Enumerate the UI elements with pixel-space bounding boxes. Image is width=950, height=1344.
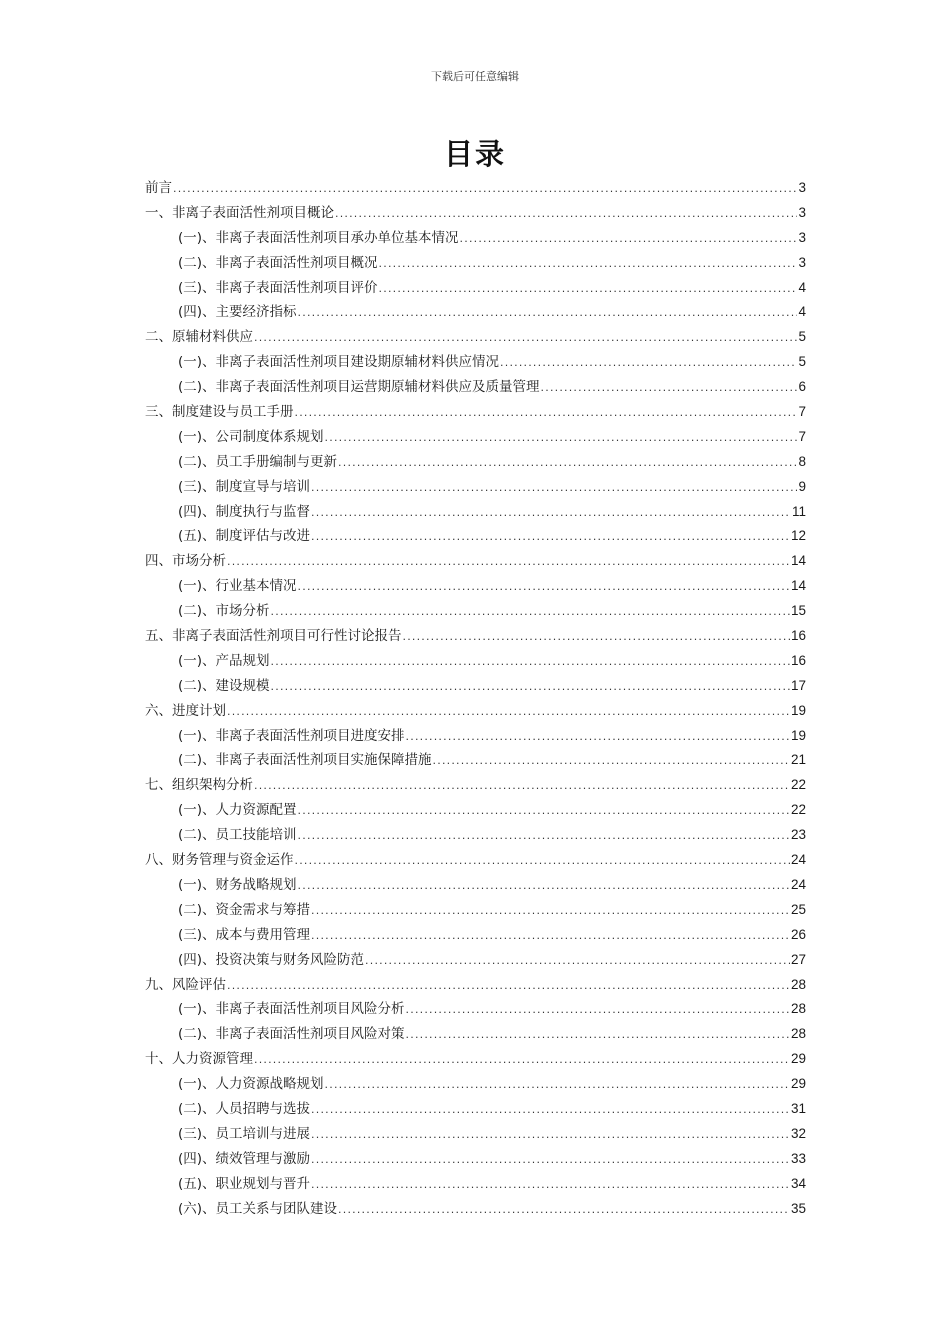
toc-entry-title: (一)、非离子表面活性剂项目承办单位基本情况 — [178, 229, 459, 246]
toc-entry-title: (一)、行业基本情况 — [178, 578, 297, 595]
toc-entry-title: (二)、资金需求与筹措 — [178, 901, 311, 918]
dot-leader — [298, 799, 790, 824]
toc-entry-title: (一)、人力资源战略规划 — [178, 1076, 324, 1093]
toc-entry[interactable] — [145, 798, 806, 823]
toc-entry-page: 27 — [790, 951, 806, 967]
toc-entry[interactable] — [145, 923, 806, 948]
toc-entry-page: 25 — [790, 901, 806, 917]
dot-leader — [271, 650, 790, 675]
dot-leader — [298, 874, 790, 899]
toc-entry-page: 21 — [790, 752, 806, 768]
toc-entry-title: (二)、非离子表面活性剂项目实施保障措施 — [178, 752, 432, 769]
toc-entry[interactable] — [145, 276, 806, 301]
toc-entry[interactable] — [145, 574, 806, 599]
toc-entry-page: 29 — [790, 1076, 806, 1092]
toc-entry-page: 12 — [790, 528, 806, 544]
toc-entry[interactable] — [145, 524, 806, 549]
toc-entry-title: (二)、员工技能培训 — [178, 827, 297, 844]
toc-entry[interactable] — [145, 599, 806, 624]
toc-entry-page: 33 — [790, 1150, 806, 1166]
toc-entry-page: 19 — [790, 727, 806, 743]
header-note: 下载后可任意编辑 — [431, 70, 519, 83]
dot-leader — [254, 326, 797, 351]
toc-entry-page: 3 — [798, 254, 806, 270]
toc-entry-title: (三)、非离子表面活性剂项目评价 — [178, 279, 378, 296]
toc-entry-title: (二)、非离子表面活性剂项目运营期原辅材料供应及质量管理 — [178, 379, 540, 396]
toc-entry-page: 34 — [790, 1175, 806, 1191]
toc-entry-title: (二)、非离子表面活性剂项目概况 — [178, 254, 378, 271]
toc-entry[interactable] — [145, 873, 806, 898]
toc-entry-page: 5 — [798, 329, 806, 345]
toc-entry-page: 4 — [798, 304, 806, 320]
toc-entry-title: 一、非离子表面活性剂项目概论 — [145, 204, 334, 221]
toc-entry[interactable] — [145, 1147, 806, 1172]
toc-entry-title: (一)、非离子表面活性剂项目风险分析 — [178, 1001, 405, 1018]
toc-entry[interactable] — [145, 649, 806, 674]
dot-leader — [541, 376, 798, 401]
toc-entry-page: 22 — [790, 802, 806, 818]
dot-leader — [403, 625, 790, 650]
toc-entry[interactable] — [145, 1047, 806, 1072]
dot-leader — [254, 774, 790, 799]
toc-entry[interactable] — [145, 425, 806, 450]
toc-entry[interactable] — [145, 997, 806, 1022]
dot-leader — [173, 177, 797, 202]
toc-entry-page: 22 — [790, 777, 806, 793]
toc-entry[interactable] — [145, 201, 806, 226]
toc-entry[interactable] — [145, 948, 806, 973]
dot-leader — [271, 600, 790, 625]
toc-entry-page: 4 — [798, 279, 806, 295]
dot-leader — [406, 998, 790, 1023]
toc-entry-page: 28 — [790, 976, 806, 992]
toc-entry-title: 五、非离子表面活性剂项目可行性讨论报告 — [145, 628, 402, 645]
toc-entry[interactable] — [145, 475, 806, 500]
toc-entry-page: 28 — [790, 1001, 806, 1017]
toc-entry[interactable] — [145, 773, 806, 798]
toc-entry-title: (一)、非离子表面活性剂项目进度安排 — [178, 727, 405, 744]
dot-leader — [227, 974, 790, 999]
toc-entry-title: (二)、非离子表面活性剂项目风险对策 — [178, 1026, 405, 1043]
dot-leader — [335, 202, 797, 227]
toc-entry-title: (二)、人员招聘与选拔 — [178, 1100, 311, 1117]
toc-entry-title: (二)、建设规模 — [178, 677, 270, 694]
toc-entry[interactable] — [145, 1022, 806, 1047]
dot-leader — [500, 351, 797, 376]
toc-entry-title: 前言 — [145, 180, 172, 196]
dot-leader — [254, 1048, 790, 1073]
toc-entry[interactable] — [145, 724, 806, 749]
dot-leader — [325, 1073, 790, 1098]
toc-entry-title: (四)、主要经济指标 — [178, 304, 297, 321]
toc-entry-page: 16 — [790, 628, 806, 644]
toc-entry-page: 7 — [798, 404, 806, 420]
toc-entry-title: (四)、绩效管理与激励 — [178, 1150, 311, 1167]
toc-entry-page: 15 — [790, 603, 806, 619]
toc-entry-page: 11 — [791, 503, 806, 519]
toc-entry-title: (三)、员工培训与进展 — [178, 1125, 311, 1142]
dot-leader — [295, 401, 798, 426]
dot-leader — [295, 849, 790, 874]
toc-entry-page: 23 — [790, 827, 806, 843]
toc-entry-page: 19 — [790, 702, 806, 718]
dot-leader — [311, 1123, 790, 1148]
toc-entry[interactable] — [145, 624, 806, 649]
toc-entry-page: 8 — [798, 453, 806, 469]
dot-leader — [298, 824, 790, 849]
toc-entry[interactable] — [145, 226, 806, 251]
toc-entry-title: 八、财务管理与资金运作 — [145, 852, 294, 869]
toc-entry[interactable] — [145, 176, 806, 201]
toc-entry[interactable] — [145, 1072, 806, 1097]
toc-entry-title: (二)、员工手册编制与更新 — [178, 453, 338, 470]
toc-entry-title: 二、原辅材料供应 — [145, 329, 253, 346]
toc-entry[interactable] — [145, 1097, 806, 1122]
toc-entry-page: 28 — [790, 1026, 806, 1042]
toc-entry[interactable] — [145, 251, 806, 276]
dot-leader — [311, 525, 790, 550]
dot-leader — [433, 749, 790, 774]
toc-entry-title: (五)、职业规划与晋升 — [178, 1175, 311, 1192]
toc-entry[interactable] — [145, 848, 806, 873]
toc-entry-title: (四)、制度执行与监督 — [178, 503, 311, 520]
toc-entry-page: 5 — [798, 354, 806, 370]
page-title: 目录 — [443, 137, 506, 171]
toc-entry-page: 24 — [790, 852, 806, 868]
toc-entry-title: (一)、人力资源配置 — [178, 802, 297, 819]
toc-entry-page: 3 — [798, 229, 806, 245]
dot-leader — [460, 227, 798, 252]
dot-leader — [298, 301, 798, 326]
dot-leader — [298, 575, 790, 600]
dot-leader — [311, 501, 791, 526]
toc-entry-title: (五)、制度评估与改进 — [178, 528, 311, 545]
toc-entry-title: (六)、员工关系与团队建设 — [178, 1200, 338, 1217]
toc-entry-page: 31 — [790, 1100, 806, 1116]
dot-leader — [227, 550, 790, 575]
toc-entry-title: (三)、制度宣导与培训 — [178, 478, 311, 495]
toc-entry-title: (一)、产品规划 — [178, 652, 270, 669]
toc-entry-title: 十、人力资源管理 — [145, 1051, 253, 1068]
dot-leader — [227, 700, 790, 725]
toc-entry[interactable] — [145, 400, 806, 425]
dot-leader — [406, 1023, 790, 1048]
toc-entry[interactable] — [145, 549, 806, 574]
dot-leader — [379, 277, 798, 302]
toc-entry-title: (四)、投资决策与财务风险防范 — [178, 951, 365, 968]
dot-leader — [406, 725, 790, 750]
dot-leader — [271, 675, 790, 700]
dot-leader — [311, 899, 790, 924]
toc-entry-title: (一)、公司制度体系规划 — [178, 428, 324, 445]
toc-entry[interactable] — [145, 748, 806, 773]
toc-entry-page: 24 — [790, 876, 806, 892]
dot-leader — [311, 1098, 790, 1123]
dot-leader — [325, 426, 798, 451]
toc-entry[interactable] — [145, 699, 806, 724]
toc-entry-page: 26 — [790, 926, 806, 942]
dot-leader — [379, 252, 798, 277]
toc-entry[interactable] — [145, 1172, 806, 1197]
toc-entry[interactable] — [145, 1122, 806, 1147]
toc-entry-page: 35 — [790, 1200, 806, 1216]
toc-entry-page: 14 — [790, 553, 806, 569]
toc-entry-page: 14 — [790, 578, 806, 594]
toc-entry-title: (二)、市场分析 — [178, 603, 270, 620]
toc-entry-title: 四、市场分析 — [145, 553, 226, 570]
toc-entry-title: (三)、成本与费用管理 — [178, 926, 311, 943]
toc-entry-title: 九、风险评估 — [145, 976, 226, 993]
toc-entry[interactable] — [145, 823, 806, 848]
dot-leader — [338, 1198, 790, 1223]
toc-entry[interactable] — [145, 973, 806, 998]
toc-entry[interactable] — [145, 500, 806, 525]
toc-entry-page: 16 — [790, 652, 806, 668]
toc-entry[interactable] — [145, 325, 806, 350]
toc-entry-page: 9 — [798, 478, 806, 494]
toc-entry[interactable] — [145, 350, 806, 375]
toc-entry-title: 七、组织架构分析 — [145, 777, 253, 794]
toc-entry[interactable] — [145, 1197, 806, 1222]
dot-leader — [311, 476, 797, 501]
dot-leader — [311, 924, 790, 949]
toc-entry-page: 6 — [798, 379, 806, 395]
dot-leader — [311, 1173, 790, 1198]
toc-entry[interactable] — [145, 450, 806, 475]
table-of-contents — [145, 176, 806, 1221]
toc-entry-title: (一)、财务战略规划 — [178, 876, 297, 893]
dot-leader — [338, 451, 797, 476]
toc-entry-title: (一)、非离子表面活性剂项目建设期原辅材料供应情况 — [178, 354, 500, 371]
toc-entry[interactable] — [145, 300, 806, 325]
toc-entry[interactable] — [145, 375, 806, 400]
dot-leader — [311, 1148, 790, 1173]
toc-entry-page: 17 — [790, 677, 806, 693]
toc-entry-title: 三、制度建设与员工手册 — [145, 404, 294, 421]
toc-entry-page: 3 — [798, 204, 806, 220]
toc-entry[interactable] — [145, 898, 806, 923]
toc-entry-page: 29 — [790, 1051, 806, 1067]
toc-entry-page: 7 — [798, 428, 806, 444]
toc-entry-page: 32 — [790, 1125, 806, 1141]
toc-entry[interactable] — [145, 674, 806, 699]
toc-entry-page: 3 — [798, 180, 806, 195]
dot-leader — [365, 949, 790, 974]
toc-entry-title: 六、进度计划 — [145, 702, 226, 719]
